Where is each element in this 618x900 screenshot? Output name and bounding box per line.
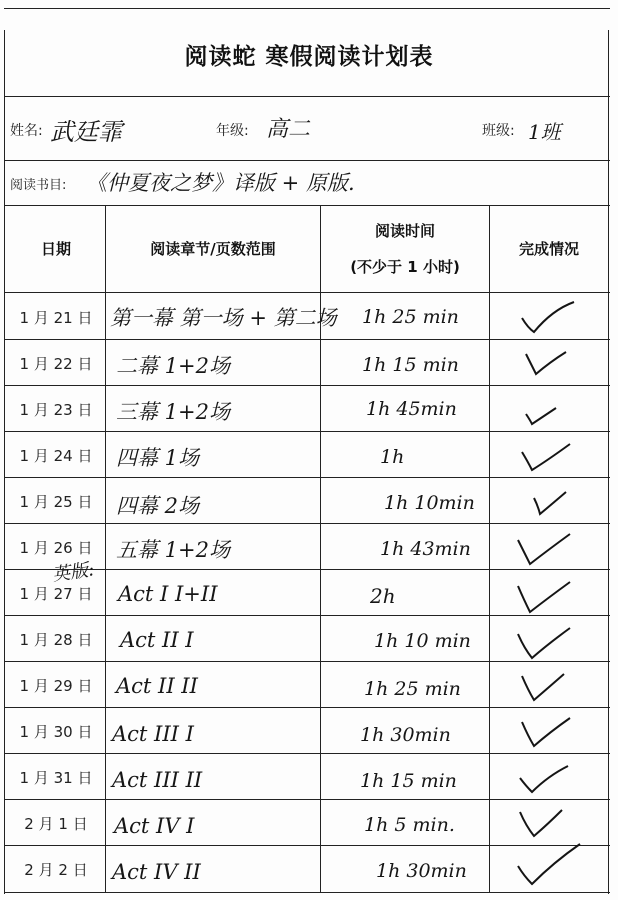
row-time: 1h 25 min — [364, 678, 461, 700]
row-line — [4, 339, 610, 340]
title-divider — [4, 96, 610, 97]
row-chapter: 第一幕 第一场 + 第二场 — [110, 306, 337, 330]
row-chapter: Act II I — [120, 628, 194, 652]
row-time: 1h 5 min. — [364, 814, 455, 836]
grade-value: 高二 — [266, 117, 311, 142]
checkmark-icon — [530, 488, 570, 518]
row-date: 1 月 31 日 — [19, 769, 93, 787]
header-status: 完成情况 — [518, 240, 579, 258]
row-chapter: 四幕 1场 — [116, 446, 200, 470]
checkmark-icon — [514, 578, 574, 616]
row-time: 1h 25 min — [362, 306, 459, 328]
checkmark-icon — [514, 530, 574, 568]
row-chapter: Act III II — [112, 768, 203, 792]
checkmark-icon — [516, 760, 572, 796]
bottom-border — [4, 892, 610, 893]
grade-label: 年级: — [216, 123, 249, 139]
name-value: 武廷霏 — [50, 118, 122, 146]
row-date: 1 月 21 日 — [19, 309, 93, 327]
row-line — [4, 753, 610, 754]
checkmark-icon — [522, 348, 572, 380]
row-chapter: Act IV II — [112, 860, 201, 884]
row-time: 1h 15 min — [360, 770, 457, 792]
row-chapter: 五幕 1+2场 — [116, 538, 230, 562]
row-line — [4, 477, 610, 478]
header-divider — [4, 292, 610, 293]
row-chapter: Act II II — [116, 674, 198, 698]
row-chapter: 二幕 1+2场 — [116, 354, 230, 378]
row-date: 1 月 29 日 — [19, 677, 93, 695]
book-label: 阅读书目: — [10, 178, 67, 193]
checkmark-icon — [518, 440, 574, 474]
class-value: 1班 — [528, 120, 561, 144]
row-date: 1 月 26 日 — [19, 539, 93, 557]
header-time-line2: (不少于 1 小时) — [350, 258, 460, 276]
header-chapters: 阅读章节/页数范围 — [150, 240, 276, 258]
row-date: 1 月 30 日 — [19, 723, 93, 741]
row-line — [4, 523, 610, 524]
row-time: 1h 10 min — [374, 630, 471, 652]
row-date: 1 月 24 日 — [19, 447, 93, 465]
col-line-1 — [105, 205, 106, 893]
row-time: 1h 15 min — [362, 354, 459, 376]
row-date: 2 月 1 日 — [24, 815, 88, 833]
checkmark-icon — [516, 806, 566, 840]
checkmark-icon — [518, 670, 568, 704]
row-time: 1h 10min — [384, 492, 475, 514]
row-time: 1h — [380, 446, 405, 468]
row-chapter: Act IV I — [114, 814, 195, 838]
book-divider — [4, 205, 610, 206]
row-time: 1h 30min — [376, 860, 467, 882]
row-chapter: Act III I — [112, 722, 194, 746]
margin-note: 英版: — [50, 559, 96, 586]
row-date: 1 月 23 日 — [19, 401, 93, 419]
page-title: 阅读蛇 寒假阅读计划表 — [184, 44, 434, 70]
row-date: 1 月 28 日 — [19, 631, 93, 649]
row-date: 1 月 27 日 — [19, 585, 93, 603]
header-date: 日期 — [40, 240, 71, 258]
row-date: 2 月 2 日 — [24, 861, 88, 879]
row-time: 1h 43min — [380, 538, 471, 560]
row-chapter: 三幕 1+2场 — [116, 400, 230, 424]
row-time: 1h 45min — [366, 398, 457, 420]
row-line — [4, 799, 610, 800]
row-chapter: 四幕 2场 — [116, 494, 200, 518]
class-label: 班级: — [482, 123, 515, 139]
book-value: 《仲夏夜之梦》译版 + 原版. — [86, 171, 355, 195]
row-line — [4, 431, 610, 432]
checkmark-icon — [514, 624, 574, 662]
top-border — [4, 8, 610, 9]
name-label: 姓名: — [10, 123, 43, 139]
header-time-line1: 阅读时间 — [374, 222, 435, 240]
row-time: 2h — [370, 584, 396, 608]
row-date: 1 月 22 日 — [19, 355, 93, 373]
row-date: 1 月 25 日 — [19, 493, 93, 511]
row-line — [4, 569, 610, 570]
row-line — [4, 707, 610, 708]
info-divider — [4, 160, 610, 161]
row-line — [4, 385, 610, 386]
checkmark-icon — [518, 298, 578, 338]
row-time: 1h 30min — [360, 724, 451, 746]
row-chapter: Act I I+II — [118, 582, 218, 606]
checkmark-icon — [518, 714, 574, 750]
col-line-3 — [489, 205, 490, 893]
checkmark-icon — [522, 402, 562, 428]
checkmark-icon — [514, 840, 584, 888]
